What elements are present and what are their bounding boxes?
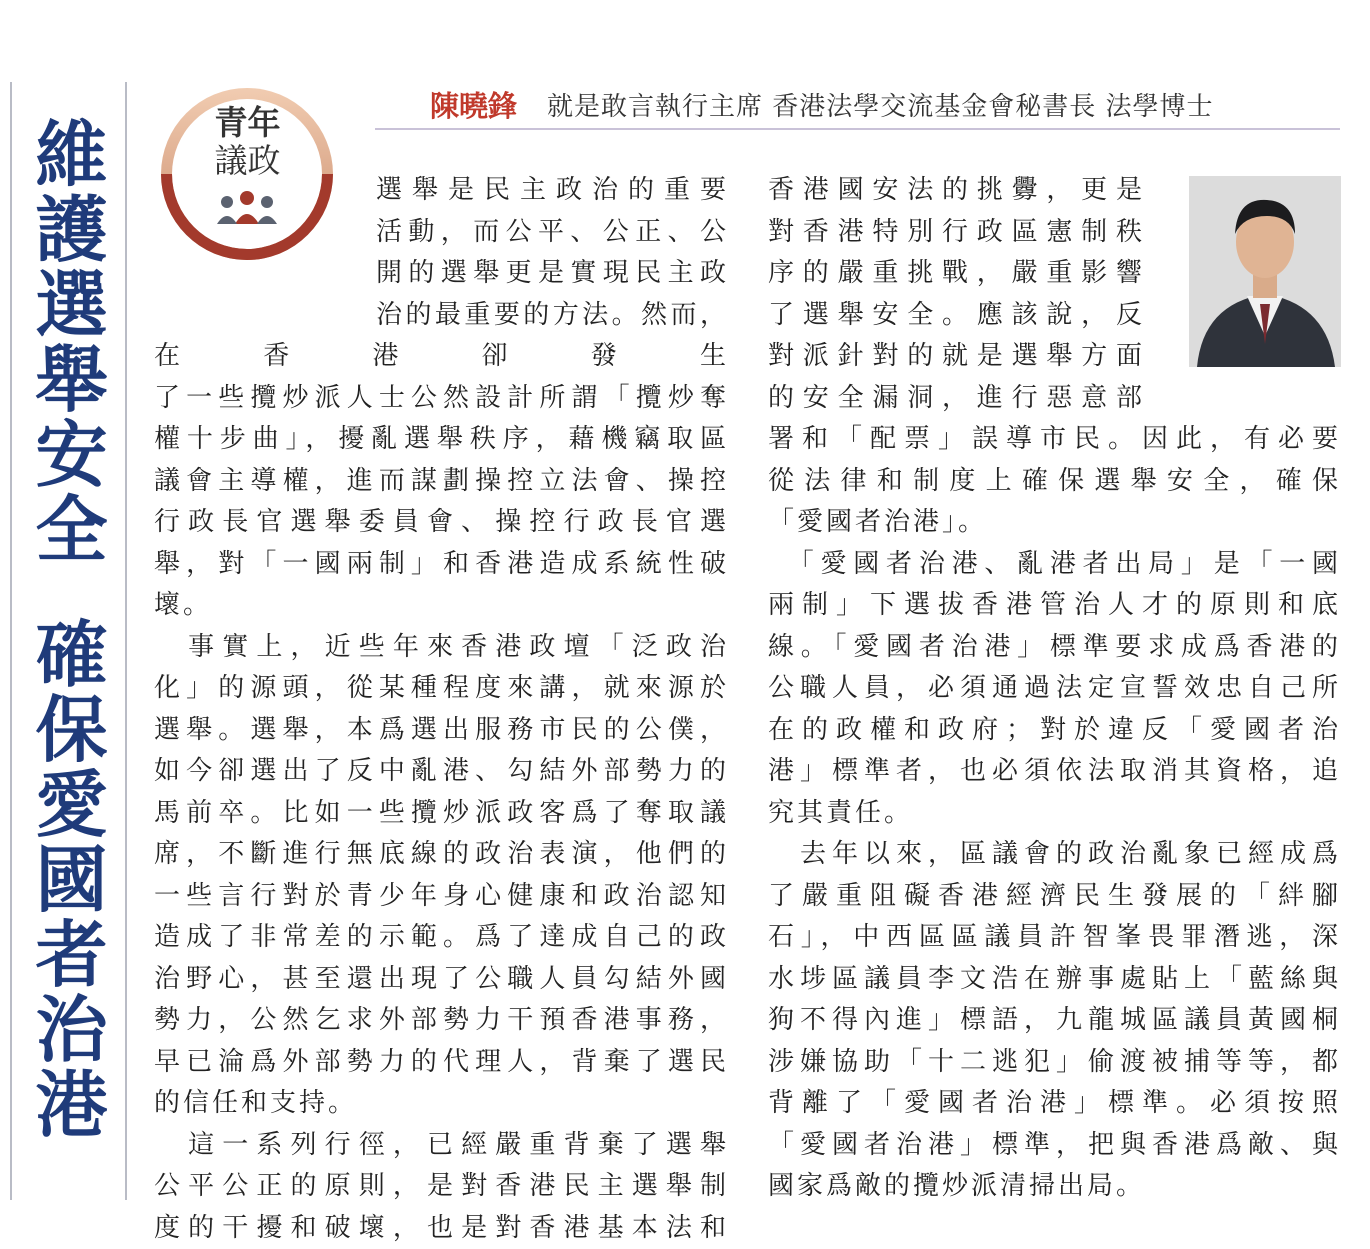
article-line: 對香港特別行政區憲制秩 [768,212,1341,254]
article-line: 治的最重要的方法。然而，在香港卻發生 [154,295,729,378]
article-line: 狗不得內進」標語，九龍城區議員黃國桐 [768,1000,1341,1042]
badge-label-line1: 青年 [150,104,345,142]
article-line: 對派針對的就是選舉方面 [768,336,1341,378]
headline-char: 護 [24,193,119,268]
article-line: 公職人員，必須通過法定宣誓效忠自己所 [768,668,1341,710]
article-line: 事實上，近些年來香港政壇「泛政治 [154,627,729,669]
article-right-column [768,170,1341,1208]
article-line: 究其責任。 [768,793,1341,835]
article-line: 公平公正的原則，是對香港民主選舉制 [154,1166,729,1208]
headline-char: 者 [24,918,119,993]
badge-label-line2: 議政 [150,142,345,180]
headline-char: 治 [24,993,119,1068]
article-line: 了嚴重阻礙香港經濟民生發展的「絆腳 [768,876,1341,918]
headline-char: 選 [24,268,119,343]
headline-char: 保 [24,693,119,768]
article-line: 線。「愛國者治港」標準要求成爲香港的 [768,627,1341,669]
byline [375,78,1340,130]
article-line: 的信任和支持。 [154,1083,729,1125]
article-line: 活動，而公平、公正、公 [154,212,729,254]
article-line: 一些言行對於青少年身心健康和政治認知 [154,876,729,918]
article-line: 香港國安法的挑釁，更是 [768,170,1341,212]
headline-char: 全 [24,493,119,568]
article-line: 了一些攬炒派人士公然設計所謂「攬炒奪 [154,378,729,420]
article-line: 序的嚴重挑戰，嚴重影響 [768,253,1341,295]
article-line: 兩制」下選拔香港管治人才的原則和底 [768,585,1341,627]
article-line: 壞。 [154,585,729,627]
headline-gap [24,568,119,618]
headline-char: 確 [24,618,119,693]
article-line: 「愛國者治港」。 [768,502,1341,544]
article-line: 選舉是民主政治的重要 [154,170,729,212]
article-line: 國家爲敵的攬炒派清掃出局。 [768,1166,1341,1208]
article-line: 水埗區議員李文浩在辦事處貼上「藍絲與 [768,959,1341,1001]
headline-char: 愛 [24,768,119,843]
article-line: 署和「配票」誤導市民。因此，有必要 [768,419,1341,461]
author-name: 陳曉鋒 [430,84,517,125]
article-line: 選舉。選舉，本爲選出服務市民的公僕， [154,710,729,752]
article-line: 權十步曲」，擾亂選舉秩序，藉機竊取區 [154,419,729,461]
article-line: 度的干擾和破壞，也是對香港基本法和 [154,1208,729,1249]
headline-divider-rule [125,82,127,1200]
article-line: 去年以來，區議會的政治亂象已經成爲 [768,834,1341,876]
article-line: 治野心，甚至還出現了公職人員勾結外國 [154,959,729,1001]
article-line: 這一系列行徑，已經嚴重背棄了選舉 [154,1125,729,1167]
article-line: 涉嫌協助「十二逃犯」偷渡被捕等等，都 [768,1042,1341,1084]
article-line: 從法律和制度上確保選舉安全，確保 [768,461,1341,503]
headline-char: 港 [24,1068,119,1143]
article-line: 造成了非常差的示範。爲了達成自己的政 [154,917,729,959]
article-line: 如今卻選出了反中亂港、勾結外部勢力的 [154,751,729,793]
article-line: 「愛國者治港」標準，把與香港爲敵、與 [768,1125,1341,1167]
article-line: 舉，對「一國兩制」和香港造成系統性破 [154,544,729,586]
article-line: 了選舉安全。應該說，反 [768,295,1341,337]
article-line: 行政長官選舉委員會、操控行政長官選 [154,502,729,544]
article-line: 席，不斷進行無底線的政治表演，他們的 [154,834,729,876]
headline-char: 舉 [24,343,119,418]
article-line: 勢力，公然乞求外部勢力干預香港事務， [154,1000,729,1042]
headline-char: 安 [24,418,119,493]
article-line: 馬前卒。比如一些攬炒派政客爲了奪取議 [154,793,729,835]
article-line: 背離了「愛國者治港」標準。必須按照 [768,1083,1341,1125]
article-line: 港」標準者，也必須依法取消其資格，追 [768,751,1341,793]
article-line: 早已淪爲外部勢力的代理人，背棄了選民 [154,1042,729,1084]
headline-char: 維 [24,118,119,193]
article-line: 開的選舉更是實現民主政 [154,253,729,295]
article-left-column [154,170,729,1249]
article-line: 在的政權和政府；對於違反「愛國者治 [768,710,1341,752]
article-line: 的安全漏洞，進行惡意部 [768,378,1341,420]
article-line: 石」，中西區區議員許智峯畏罪潛逃，深 [768,917,1341,959]
article-line: 化」的源頭，從某種程度來講，就來源於 [154,668,729,710]
article-line: 議會主導權，進而謀劃操控立法會、操控 [154,461,729,503]
left-border-rule [10,82,12,1200]
article-line: 「愛國者治港、亂港者出局」是「一國 [768,544,1341,586]
headline [24,118,119,1143]
headline-char: 國 [24,843,119,918]
author-title: 就是敢言執行主席 香港法學交流基金會秘書長 法學博士 [547,86,1214,123]
